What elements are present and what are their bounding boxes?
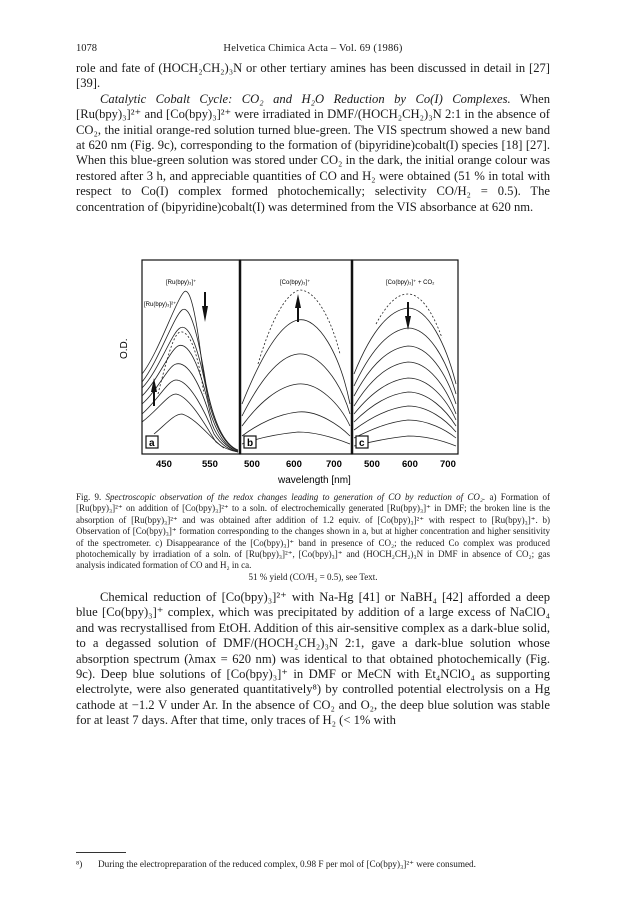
panel-b-label: [Co(bpy)₃]⁺ <box>280 280 311 286</box>
footnote <box>76 859 550 870</box>
curve-b-5 <box>242 432 350 444</box>
figure-9 <box>118 254 508 490</box>
arrow-up-b <box>295 294 301 308</box>
footnote-text: During the electropreparation of the reduced complex, 0.98 F per mol of [Co(bpy)₃]²⁺ were consumed. <box>98 859 476 869</box>
paragraph-3: Chemical reduction of [Co(bpy)₃]²⁺ with Na-Hg [41] or NaBH₄ [42] afforded a deep blue [Co(bpy)₃]⁺ complex, which was precipitated by addition of a large excess of NaClO₄ and was recrystallised from EtOH. Addition of this air-sensitive complex as a dark-blue solid, to a degassed solution of DMF/(HOCH₂CH₂)₃N 2:1, gave a dark-blue solution whose absorption spectrum (λmax = 620 nm) was identical to that obtained photochemically (Fig. 9c). Deep blue solutions of [Co(bpy)₃]⁺ in DMF or MeCN with Et₄NClO₄ as supporting electrolyte, were also generated quantitatively⁸) by controlled potential electrolysis on a Hg cathode at −1.2 V under Ar. In the absence of CO₂ and O₂, the deep blue solution was stable for at least 7 days. After that time, only traces of H₂ (< 1% with <box>76 590 550 728</box>
y-axis-label: O.D. <box>119 338 130 359</box>
panel-b-tag: b <box>247 438 254 449</box>
curve-a-8 <box>154 414 224 448</box>
curve-a-2 <box>142 309 238 451</box>
tick-c-500: 500 <box>364 459 380 470</box>
panel-c-curves <box>354 294 456 446</box>
caption-text: a) Formation of [Ru(bpy)₃]²⁺ on addition of [Co(bpy)₃]²⁺ to a soln. of electrochemically generated [Ru(bpy)₃]⁺ in DMF; the broken line is the absorption of [Ru(bpy)₃]²⁺ and was obtained after addition of 1.2 equiv. of [Co(bpy)₃]²⁺ with respect to [Ru(bpy)₃]⁺. b) Observation of [Co(bpy)₃]⁺ formation corresponding to the changes shown in a, but at higher concentration and higher sensitivity of the spectrometer. c) Disappearance of the [Co(bpy)₃]⁺ band in presence of CO₂; the reduced Co complex was produced photochemically by irradiation of a soln. of [Ru(bpy)₃]²⁺, [Co(bpy)₃]⁺ and (HOCH₂CH₂)₃N in DMF in absence of CO₂; gas analysis indicated formation of CO and H₂ in ca. <box>76 492 550 571</box>
panel-a-label-2: [Ru(bpy)₃]²⁺ <box>144 302 177 308</box>
paragraph-2-body: When [Ru(bpy)₃]²⁺ and [Co(bpy)₃]²⁺ were irradiated in DMF/(HOCH₂CH₂)₃N 2:1 in the absence of CO₂, the initial orange-red solution turned blue-green. The VIS spectrum showed a new band at 620 nm (Fig. 9c), corresponding to the formation of (bipyridine)cobalt(I) species [18] [27]. When this blue-green solution was stored under CO₂ in the dark, the initial orange colour was restored after 3 h, and appreciable quantities of CO and H₂ were obtained (51 % in total with respect to Co(I) complex formed photochemically; selectivity CO/H₂ = 0.5). The concentration of (bipyridine)cobalt(I) was determined from the VIS absorbance at 620 nm. <box>76 91 550 214</box>
arrow-up-a <box>151 378 157 392</box>
paragraph-2 <box>76 92 550 215</box>
tick-b-600: 600 <box>286 459 302 470</box>
curve-c-8 <box>354 420 456 438</box>
running-header <box>76 43 550 59</box>
caption-title: Spectroscopic observation of the redox changes leading to generation of CO by reduction of CO₂. <box>105 492 486 502</box>
panel-c-label: [Co(bpy)₃]⁺ + CO₂ <box>386 280 435 286</box>
footnote-mark: ⁸) <box>76 859 83 869</box>
caption-last-line: 51 % yield (CO/H₂ = 0.5), see Text. <box>248 571 378 582</box>
panel-b-frame <box>240 260 352 454</box>
panel-c-tag: c <box>359 438 365 449</box>
body-text-top <box>76 61 550 215</box>
tick-a-550: 550 <box>202 459 218 470</box>
arrow-down-a <box>202 306 208 322</box>
tick-c-700: 700 <box>440 459 456 470</box>
tick-b-500: 500 <box>244 459 260 470</box>
section-heading: Catalytic Cobalt Cycle: CO₂ and H₂O Reduction by Co(I) Complexes. <box>100 91 511 106</box>
panel-c-frame <box>352 260 458 454</box>
curve-c-9 <box>354 436 456 446</box>
caption-label: Fig. 9. <box>76 492 102 502</box>
panel-a-label-1: [Ru(bpy)₃]⁺ <box>166 280 197 286</box>
curve-b-3 <box>242 384 350 426</box>
tick-b-700: 700 <box>326 459 342 470</box>
panel-a-curves <box>142 291 238 452</box>
spectra-figure <box>118 254 508 490</box>
paragraph-1: role and fate of (HOCH₂CH₂)₃N or other tertiary amines has been discussed in detail in [27] [39]. <box>76 61 550 91</box>
panel-a-tag: a <box>149 438 155 449</box>
journal-title: Helvetica Chimica Acta – Vol. 69 (1986) <box>223 43 403 54</box>
footnote-rule <box>76 852 126 853</box>
figure-caption <box>76 492 550 583</box>
body-text-bottom <box>76 590 550 729</box>
curve-c-1 <box>354 308 456 384</box>
panel-b-curves <box>242 290 350 444</box>
tick-a-450: 450 <box>156 459 172 470</box>
page-number: 1078 <box>76 43 97 54</box>
tick-c-600: 600 <box>402 459 418 470</box>
x-axis-label: wavelength [nm] <box>278 475 351 486</box>
